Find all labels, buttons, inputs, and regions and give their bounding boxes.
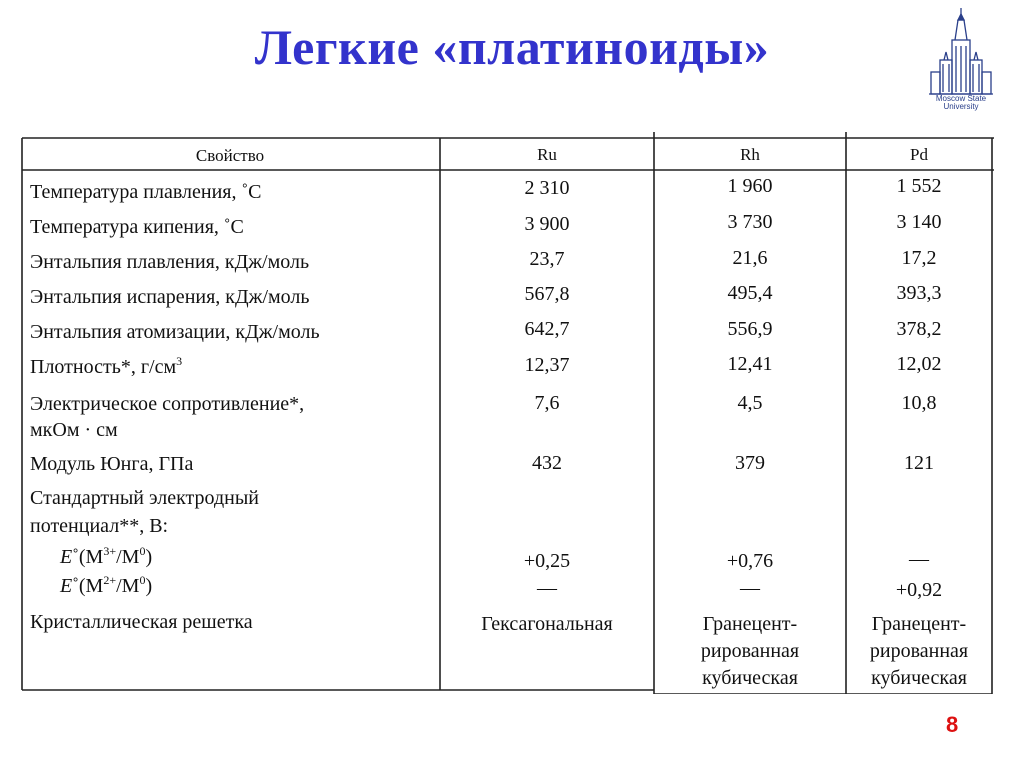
- row-label: Стандартный электродный: [30, 487, 259, 509]
- label-part: ˚(M: [72, 575, 104, 597]
- cell-pd: 393,3: [896, 282, 942, 304]
- header-ru: Ru: [537, 145, 557, 164]
- cell-pd: 121: [904, 452, 934, 474]
- header-pd: Pd: [910, 145, 928, 164]
- row-label: Электрическое сопротивление*,: [30, 393, 305, 415]
- label-sup: 3+: [103, 544, 117, 558]
- cell-rh: 12,41: [727, 353, 773, 375]
- cell-ru: +0,25: [523, 550, 571, 572]
- cell-rh: 1 960: [727, 175, 773, 197]
- cell-ru: Гексагональная: [481, 613, 613, 635]
- cell-rh: 3 730: [727, 211, 773, 233]
- cell-ru: —: [537, 577, 557, 599]
- row-label: [60, 574, 152, 598]
- cell-rh-line-2: рированная: [700, 640, 800, 662]
- cell-rh: 379: [735, 452, 765, 474]
- cell-pd: 12,02: [896, 353, 942, 375]
- row-label-text: Плотность*, г/см: [30, 356, 177, 378]
- header-rh: Rh: [740, 145, 760, 164]
- row-label-line-2: мкОм · см: [30, 419, 118, 441]
- label-part: ): [145, 575, 153, 597]
- cell-rh: 556,9: [727, 318, 773, 340]
- label-sup: 2+: [103, 573, 117, 587]
- cell-pd: 1 552: [896, 175, 942, 197]
- cell-rh: 21,6: [732, 247, 768, 269]
- row-label: Модуль Юнга, ГПа: [30, 453, 194, 475]
- logo-caption-line-2: University: [943, 102, 979, 111]
- cell-pd-line-3: кубическая: [871, 667, 967, 689]
- cell-rh-line-1: Гранецент-: [702, 613, 798, 635]
- cell-pd: —: [909, 548, 929, 570]
- cell-pd: +0,92: [895, 579, 943, 601]
- header-property: Свойство: [195, 146, 265, 165]
- slide-title: Легкие «платиноиды»: [254, 19, 770, 75]
- row-label-line-2: потенциал**, В:: [30, 515, 169, 537]
- cell-ru: 642,7: [524, 318, 570, 340]
- properties-table: [20, 130, 996, 694]
- cell-pd: 17,2: [901, 247, 937, 269]
- row-label: Кристаллическая решетка: [30, 611, 253, 633]
- cell-ru: 12,37: [524, 354, 570, 376]
- cell-ru: 567,8: [524, 283, 570, 305]
- cell-pd: 10,8: [901, 392, 937, 414]
- cell-pd-line-1: Гранецент-: [871, 613, 967, 635]
- row-label: [30, 355, 182, 379]
- logo-caption-line-1: Moscow State: [935, 94, 987, 103]
- cell-ru: 2 310: [524, 177, 570, 199]
- label-part: ˚(M: [72, 546, 104, 568]
- cell-rh-line-3: кубическая: [702, 667, 798, 689]
- cell-ru: 7,6: [534, 392, 560, 414]
- label-part: /M: [116, 575, 140, 597]
- row-label: Энтальпия плавления, кДж/моль: [30, 251, 310, 273]
- cell-rh: —: [740, 577, 760, 599]
- potential-symbol: E: [60, 575, 73, 597]
- label-part: ): [145, 546, 153, 568]
- label-sup: 0: [139, 573, 146, 587]
- row-label: [60, 545, 152, 569]
- page-number: 8: [946, 712, 959, 737]
- row-label: Энтальпия испарения, кДж/моль: [30, 286, 310, 308]
- row-label: Энтальпия атомизации, кДж/моль: [30, 321, 320, 343]
- label-sup: 0: [139, 544, 146, 558]
- cell-rh: 4,5: [737, 392, 763, 414]
- cell-pd: 3 140: [896, 211, 942, 233]
- cell-ru: 3 900: [524, 213, 570, 235]
- potential-symbol: E: [60, 546, 73, 568]
- row-label: Температура кипения, ˚С: [30, 216, 244, 238]
- cell-pd-line-2: рированная: [869, 640, 969, 662]
- label-part: /M: [116, 546, 140, 568]
- row-label-sup: 3: [176, 354, 183, 368]
- cell-ru: 432: [532, 452, 562, 474]
- cell-pd: 378,2: [896, 318, 942, 340]
- cell-rh: +0,76: [726, 550, 774, 572]
- row-label: Температура плавления, ˚С: [30, 181, 262, 203]
- logo-caption: [918, 95, 1004, 111]
- cell-rh: 495,4: [727, 282, 773, 304]
- cell-ru: 23,7: [529, 248, 565, 270]
